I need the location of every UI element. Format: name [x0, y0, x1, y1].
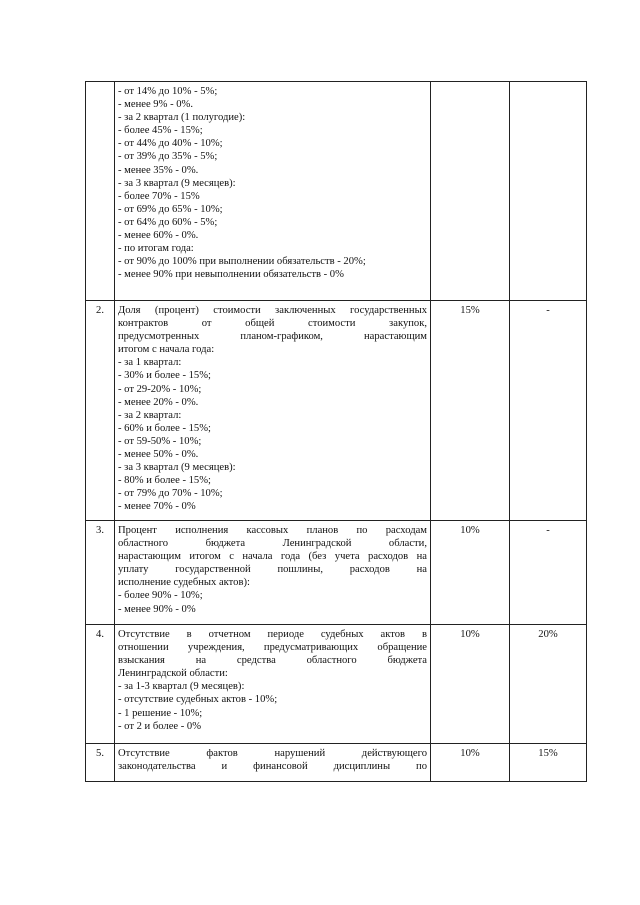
weight-cell: 15%: [431, 301, 510, 521]
criterion-line: - 30% и более - 15%;: [118, 370, 211, 382]
criterion-line: - от 44% до 40% - 10%;: [118, 138, 223, 150]
criterion-line: - от 90% до 100% при выполнении обязательств - 20%;: [118, 256, 366, 268]
criterion-line: - 80% и более - 15%;: [118, 475, 211, 487]
criterion-line: Ленинградской области:: [118, 668, 228, 680]
table-row: [86, 625, 587, 744]
criterion-line: областного бюджета Ленинградской области,: [118, 538, 427, 550]
criterion-line: - менее 90% при невыполнении обязательств - 0%: [118, 269, 344, 281]
weight-cell: 10%: [431, 625, 510, 744]
weight-cell: 10%: [431, 744, 510, 782]
table-row: [86, 744, 587, 782]
row-number-cell: [86, 82, 115, 301]
row-number-cell: 4.: [86, 625, 115, 744]
criterion-line: отношении учреждения, предусматривающих обращение: [118, 642, 427, 654]
criterion-line: - за 2 квартал:: [118, 409, 182, 421]
row-number-cell: 3.: [86, 521, 115, 625]
criterion-line: нарастающим итогом с начала года (без учета расходов на: [118, 551, 427, 563]
row-number-cell: 2.: [86, 301, 115, 521]
criterion-line: - менее 60% - 0%.: [118, 230, 199, 242]
extra-cell: 15%: [510, 744, 587, 782]
criterion-line: - отсутствие судебных актов - 10%;: [118, 694, 278, 706]
criterion-line: итогом с начала года:: [118, 344, 215, 356]
table-row: [86, 521, 587, 625]
criterion-line: - от 59-50% - 10%;: [118, 435, 202, 447]
extra-cell: [510, 82, 587, 301]
criterion-line: - от 2 и более - 0%: [118, 720, 202, 732]
weight-cell: [431, 82, 510, 301]
criterion-line: Отсутствие в отчетном периоде судебных актов в: [118, 629, 427, 640]
criterion-line: - менее 90% - 0%: [118, 603, 196, 615]
criterion-line: уплату государственной пошлины, расходов на: [118, 564, 427, 576]
criterion-text-cell: [115, 301, 431, 521]
criterion-line: - за 3 квартал (9 месяцев):: [118, 462, 236, 474]
criterion-line: - более 45% - 15%;: [118, 125, 203, 137]
criterion-text-cell: [115, 521, 431, 625]
criterion-line: законодательства и финансовой дисциплины по: [118, 761, 427, 773]
criterion-line: - от 79% до 70% - 10%;: [118, 488, 223, 500]
criterion-line: - 60% и более - 15%;: [118, 422, 211, 434]
criterion-line: - за 1-3 квартал (9 месяцев):: [118, 681, 245, 693]
table-row: [86, 82, 587, 301]
criterion-line: Доля (процент) стоимости заключенных государственных: [118, 305, 427, 316]
criterion-line: - от 69% до 65% - 10%;: [118, 203, 223, 215]
table-row: [86, 301, 587, 521]
extra-cell: 20%: [510, 625, 587, 744]
extra-cell: -: [510, 301, 587, 521]
criterion-line: - за 2 квартал (1 полугодие):: [118, 112, 246, 124]
criterion-line: предусмотренных планом-графиком, нарастающим: [118, 331, 427, 343]
criterion-line: - менее 70% - 0%: [118, 501, 196, 513]
criterion-line: - менее 9% - 0%.: [118, 99, 194, 111]
criterion-line: исполнение судебных актов):: [118, 577, 250, 589]
criterion-text-cell: [115, 625, 431, 744]
criterion-line: - менее 50% - 0%.: [118, 449, 199, 461]
criterion-text-cell: [115, 744, 431, 782]
row-number-cell: 5.: [86, 744, 115, 782]
criterion-line: - 1 решение - 10%;: [118, 707, 203, 719]
criterion-text-cell: [115, 82, 431, 301]
criterion-line: - по итогам года:: [118, 243, 194, 255]
criterion-line: контрактов от общей стоимости закупок,: [118, 318, 427, 330]
criterion-line: Процент исполнения кассовых планов по расходам: [118, 525, 427, 536]
criterion-line: - от 64% до 60% - 5%;: [118, 216, 218, 228]
criterion-line: - от 29-20% - 10%;: [118, 383, 202, 395]
criteria-table: [85, 81, 587, 782]
extra-cell: -: [510, 521, 587, 625]
criterion-line: - более 90% - 10%;: [118, 590, 203, 602]
criterion-line: - за 1 квартал:: [118, 357, 182, 369]
criterion-line: - от 39% до 35% - 5%;: [118, 151, 218, 163]
criterion-line: - от 14% до 10% - 5%;: [118, 86, 218, 97]
criterion-line: - менее 20% - 0%.: [118, 396, 199, 408]
criterion-line: Отсутствие фактов нарушений действующего: [118, 748, 427, 759]
criterion-line: взыскания на средства областного бюджета: [118, 655, 427, 667]
criterion-line: - за 3 квартал (9 месяцев):: [118, 177, 236, 189]
weight-cell: 10%: [431, 521, 510, 625]
criterion-line: - более 70% - 15%: [118, 190, 200, 202]
criterion-line: - менее 35% - 0%.: [118, 164, 199, 176]
